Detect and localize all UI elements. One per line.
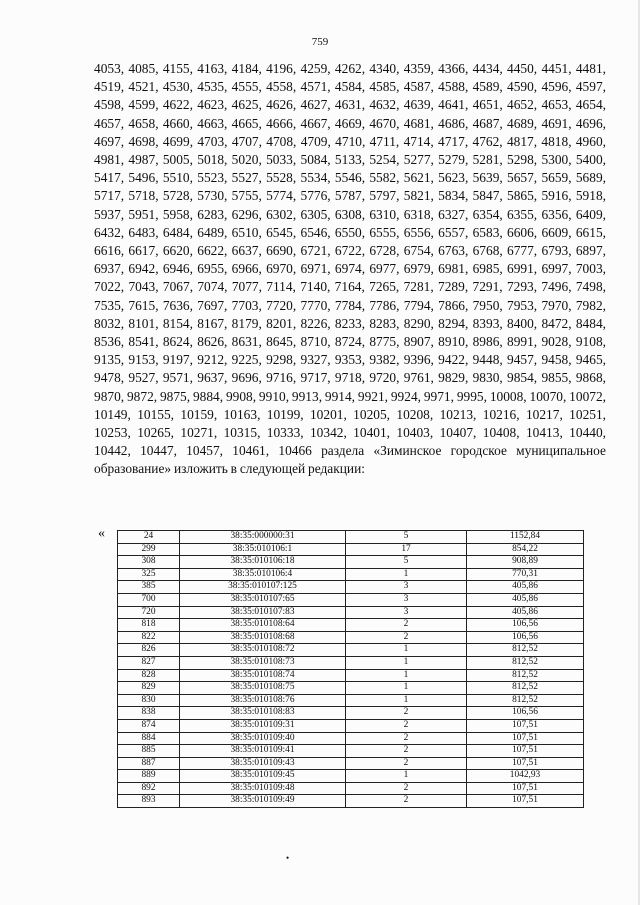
table-cell: 770,31 (467, 568, 584, 581)
table-row (118, 682, 584, 695)
table-cell: 1 (346, 770, 467, 783)
table-cell: 5 (346, 556, 467, 569)
table-cell: 405,86 (467, 593, 584, 606)
table-cell: 828 (118, 669, 180, 682)
table-cell: 38:35:010106:4 (180, 568, 346, 581)
table-cell: 887 (118, 757, 180, 770)
table-cell: 700 (118, 593, 180, 606)
table-body (118, 531, 584, 808)
table-cell: 854,22 (467, 543, 584, 556)
table-row (118, 719, 584, 732)
table-cell: 325 (118, 568, 180, 581)
table-cell: 720 (118, 606, 180, 619)
table-cell: 822 (118, 631, 180, 644)
table-cell: 1152,84 (467, 531, 584, 544)
table-row (118, 745, 584, 758)
table-row (118, 568, 584, 581)
table-cell: 826 (118, 644, 180, 657)
table-cell: 874 (118, 719, 180, 732)
table-cell: 38:35:010107:125 (180, 581, 346, 594)
table-row (118, 631, 584, 644)
table-cell: 38:35:010109:48 (180, 782, 346, 795)
table-cell: 2 (346, 757, 467, 770)
table-cell: 2 (346, 719, 467, 732)
table-cell: 38:35:010108:76 (180, 694, 346, 707)
table-cell: 1042,93 (467, 770, 584, 783)
table-cell: 38:35:010108:83 (180, 707, 346, 720)
table-cell: 38:35:010108:74 (180, 669, 346, 682)
table-cell: 38:35:010108:68 (180, 631, 346, 644)
table-cell: 38:35:010109:41 (180, 745, 346, 758)
table-row (118, 770, 584, 783)
table-cell: 3 (346, 581, 467, 594)
table-cell: 38:35:010109:45 (180, 770, 346, 783)
table-cell: 106,56 (467, 619, 584, 632)
table-cell: 5 (346, 531, 467, 544)
table-cell: 1 (346, 656, 467, 669)
table-cell: 17 (346, 543, 467, 556)
opening-quote-mark: « (98, 526, 105, 541)
table-cell: 107,51 (467, 757, 584, 770)
table-row (118, 619, 584, 632)
table-cell: 1 (346, 568, 467, 581)
table-cell: 827 (118, 656, 180, 669)
table-cell: 38:35:010107:65 (180, 593, 346, 606)
table-cell: 385 (118, 581, 180, 594)
table-cell: 1 (346, 644, 467, 657)
table-cell: 812,52 (467, 694, 584, 707)
table-cell: 107,51 (467, 795, 584, 808)
table-row (118, 543, 584, 556)
table-cell: 1 (346, 682, 467, 695)
table-cell: 908,89 (467, 556, 584, 569)
table-cell: 106,56 (467, 707, 584, 720)
table-cell: 38:35:010109:40 (180, 732, 346, 745)
table-cell: 405,86 (467, 581, 584, 594)
table-row (118, 732, 584, 745)
cadastral-table (117, 530, 584, 808)
table-cell: 812,52 (467, 669, 584, 682)
table-cell: 107,51 (467, 782, 584, 795)
table-row (118, 644, 584, 657)
table-cell: 818 (118, 619, 180, 632)
table-cell: 38:35:000000:31 (180, 531, 346, 544)
table-cell: 892 (118, 782, 180, 795)
table-cell: 830 (118, 694, 180, 707)
table-cell: 24 (118, 531, 180, 544)
table-row (118, 795, 584, 808)
table-cell: 3 (346, 606, 467, 619)
table-cell: 107,51 (467, 745, 584, 758)
table-cell: 38:35:010108:75 (180, 682, 346, 695)
table-cell: 884 (118, 732, 180, 745)
stray-mark: • (286, 853, 290, 863)
table-cell: 812,52 (467, 682, 584, 695)
table-row (118, 556, 584, 569)
table-row (118, 606, 584, 619)
table-cell: 2 (346, 745, 467, 758)
table-cell: 107,51 (467, 719, 584, 732)
body-paragraph: 4053, 4085, 4155, 4163, 4184, 4196, 4259, 4262, 4340, 4359, 4366, 4434, 4450, 4451, 4481, 4519, 4521, 4530, 4535, 4555, 4558, 4571, 4584, 4585, 4587, 4588, 4589, 4590, 4596, 4597, 4598, 4599, 4622, 4623, 4625, 4626, 4627, 4631, 4632, 4639, 4641, 4651, 4652, 4653, 4654, 4657, 4658, 4660, 4663, 4665, 4666, 4667, 4669, 4670, 4681, 4686, 4687, 4689, 4691, 4696, 4697, 4698, 4699, 4703, 4707, 4708, 4709, 4710, 4711, 4714, 4717, 4762, 4817, 4818, 4960, 4981, 4987, 5005, 5018, 5020, 5033, 5084, 5133, 5254, 5277, 5279, 5281, 5298, 5300, 5400, 5417, 5496, 5510, 5523, 5527, 5528, 5534, 5546, 5582, 5621, 5623, 5639, 5657, 5659, 5689, 5717, 5718, 5728, 5730, 5755, 5774, 5776, 5787, 5797, 5821, 5834, 5847, 5865, 5916, 5918, 5937, 5951, 5958, 6283, 6296, 6302, 6305, 6308, 6310, 6318, 6327, 6354, 6355, 6356, 6409, 6432, 6483, 6484, 6489, 6510, 6545, 6546, 6550, 6555, 6556, 6557, 6583, 6606, 6609, 6615, 6616, 6617, 6620, 6622, 6637, 6690, 6721, 6722, 6728, 6754, 6763, 6768, 6777, 6793, 6897, 6937, 6942, 6946, 6955, 6966, 6970, 6971, 6974, 6977, 6979, 6981, 6985, 6991, 6997, 7003, 7022, 7043, 7067, 7074, 7077, 7114, 7140, 7164, 7265, 7281, 7289, 7291, 7293, 7496, 7498, 7535, 7615, 7636, 7697, 7703, 7720, 7770, 7784, 7786, 7794, 7866, 7950, 7953, 7970, 7982, 8032, 8101, 8154, 8167, 8179, 8201, 8226, 8233, 8283, 8290, 8294, 8393, 8400, 8472, 8484, 8536, 8541, 8624, 8626, 8631, 8645, 8710, 8724, 8775, 8907, 8910, 8986, 8991, 9028, 9108, 9135, 9153, 9197, 9212, 9225, 9298, 9327, 9353, 9382, 9396, 9422, 9448, 9457, 9458, 9465, 9478, 9527, 9571, 9637, 9696, 9716, 9717, 9718, 9720, 9761, 9829, 9830, 9854, 9855, 9868, 9870, 9872, 9875, 9884, 9908, 9910, 9913, 9914, 9921, 9924, 9971, 9995, 10008, 10070, 10072, 10149, 10155, 10159, 10163, 10199, 10201, 10205, 10208, 10213, 10216, 10217, 10251, 10253, 10265, 10271, 10315, 10333, 10342, 10401, 10403, 10407, 10408, 10413, 10440, 10442, 10447, 10457, 10461, 10466 раздела «Зиминское городское муниципальное образование» изложить в следующей редакции: (94, 61, 606, 477)
table-cell: 2 (346, 782, 467, 795)
table-cell: 38:35:010107:83 (180, 606, 346, 619)
table-cell: 2 (346, 631, 467, 644)
table-cell: 38:35:010108:73 (180, 656, 346, 669)
table-cell: 893 (118, 795, 180, 808)
table-cell: 106,56 (467, 631, 584, 644)
table-cell: 405,86 (467, 606, 584, 619)
table-row (118, 757, 584, 770)
table-cell: 308 (118, 556, 180, 569)
table-cell: 885 (118, 745, 180, 758)
table-cell: 299 (118, 543, 180, 556)
table-cell: 107,51 (467, 732, 584, 745)
table-row (118, 656, 584, 669)
table-cell: 38:35:010109:49 (180, 795, 346, 808)
table-row (118, 669, 584, 682)
table-row (118, 593, 584, 606)
table-cell: 38:35:010108:64 (180, 619, 346, 632)
page-number: 759 (311, 36, 329, 48)
table-cell: 2 (346, 619, 467, 632)
table-cell: 889 (118, 770, 180, 783)
table-row (118, 531, 584, 544)
table-cell: 38:35:010106:1 (180, 543, 346, 556)
table-cell: 1 (346, 694, 467, 707)
table-cell: 1 (346, 669, 467, 682)
table-row (118, 581, 584, 594)
table-cell: 38:35:010109:43 (180, 757, 346, 770)
table-cell: 2 (346, 795, 467, 808)
table-cell: 3 (346, 593, 467, 606)
table-cell: 812,52 (467, 644, 584, 657)
table-cell: 829 (118, 682, 180, 695)
table-cell: 38:35:010109:31 (180, 719, 346, 732)
table-cell: 2 (346, 732, 467, 745)
table-row (118, 782, 584, 795)
table-cell: 2 (346, 707, 467, 720)
table-cell: 838 (118, 707, 180, 720)
table-cell: 38:35:010106:18 (180, 556, 346, 569)
table-cell: 38:35:010108:72 (180, 644, 346, 657)
table-row (118, 707, 584, 720)
table-cell: 812,52 (467, 656, 584, 669)
table-row (118, 694, 584, 707)
